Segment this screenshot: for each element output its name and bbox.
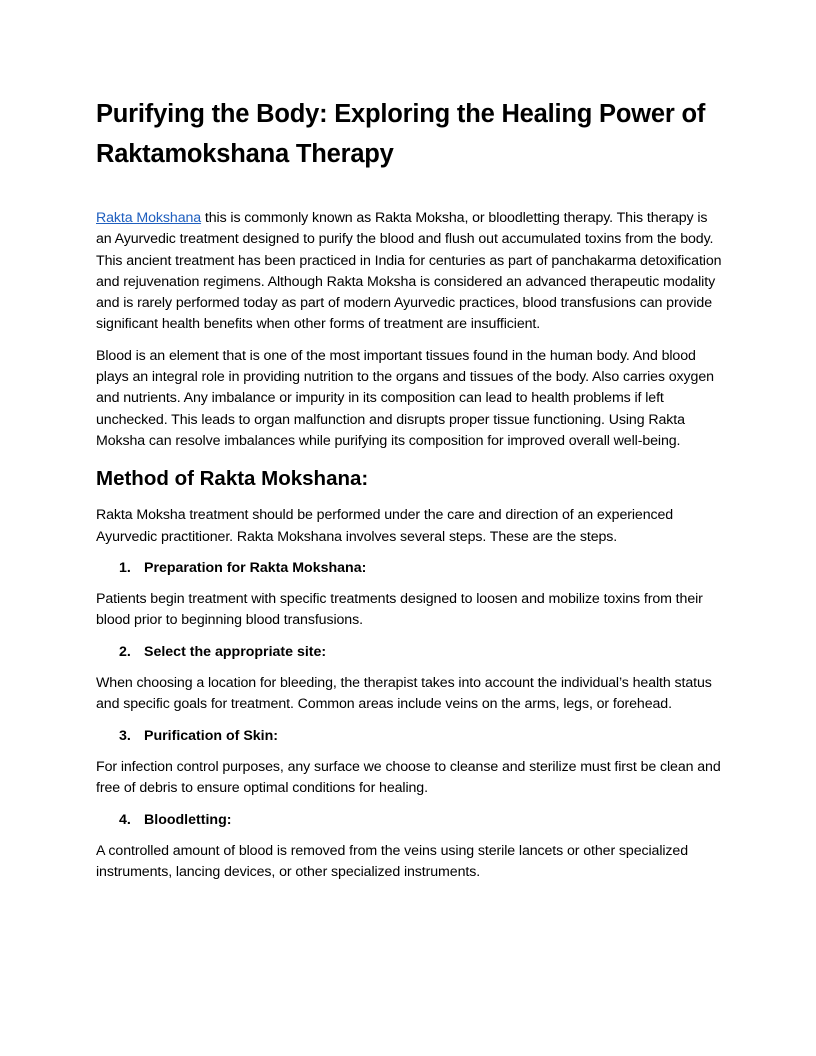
blood-paragraph: Blood is an element that is one of the most important tissues found in the human body. And blood plays an integral role in providing nutrition to the organs and tissues of the body. Also carries oxygen and nutrients. Any imbalance or impurity in its composition can lead to health problems if left unchecked. This leads to organ malfunction and disrupts proper tissue functioning. Using Rakta Moksha can resolve imbalances while purifying its composition for improved overall well-being. — [96, 347, 714, 449]
step-number: 4. — [119, 811, 131, 828]
step-heading — [96, 726, 722, 747]
intro-paragraph — [96, 208, 722, 336]
step-heading — [96, 642, 722, 663]
step-paragraph: For infection control purposes, any surface we choose to cleanse and sterilize must first be clean and free of debris to ensure optimal conditions for healing. — [96, 758, 721, 797]
step-title: Purification of Skin: — [144, 727, 278, 744]
step-heading — [96, 558, 722, 579]
step-number: 2. — [119, 643, 131, 660]
step-title: Bloodletting: — [144, 811, 232, 828]
document-page — [96, 94, 722, 893]
step-title: Preparation for Rakta Mokshana: — [144, 559, 367, 576]
method-heading: Method of Rakta Mokshana: — [96, 467, 369, 491]
step-paragraph: A controlled amount of blood is removed from the veins using sterile lancets or other specialized instruments, lancing devices, or other specialized instruments. — [96, 842, 689, 881]
step-paragraph: Patients begin treatment with specific treatments designed to loosen and mobilize toxins from their blood prior to beginning blood transfusions. — [96, 591, 703, 629]
rakta-mokshana-link[interactable]: Rakta Mokshana — [96, 210, 202, 226]
method-intro-paragraph: Rakta Moksha treatment should be performed under the care and direction of an experienced Ayurvedic practitioner. Rakta Mokshana involves several steps. These are the steps. — [96, 507, 674, 545]
intro-text: this is commonly known as Rakta Moksha, or bloodletting therapy. This therapy is an Ayurvedic treatment designed to purify the blood and flush out accumulated toxins from the body. This ancient treatment has been practiced in India for centuries as part of panchakarma detoxification and rejuvenation regimens. Although Rakta Moksha is considered an advanced therapeutic modality and is rarely performed today as part of modern Ayurvedic practices, blood transfusions can provide significant health benefits when other forms of treatment are insufficient. — [96, 210, 722, 333]
step-paragraph: When choosing a location for bleeding, the therapist takes into account the individual’s health status and specific goals for treatment. Common areas include veins on the arms, legs, or forehead. — [96, 675, 712, 713]
step-number: 3. — [119, 727, 131, 744]
step-number: 1. — [119, 559, 131, 576]
page-title: Purifying the Body: Exploring the Healing Power of Raktamokshana Therapy — [96, 100, 706, 168]
step-title: Select the appropriate site: — [144, 643, 327, 660]
step-heading — [96, 810, 722, 831]
